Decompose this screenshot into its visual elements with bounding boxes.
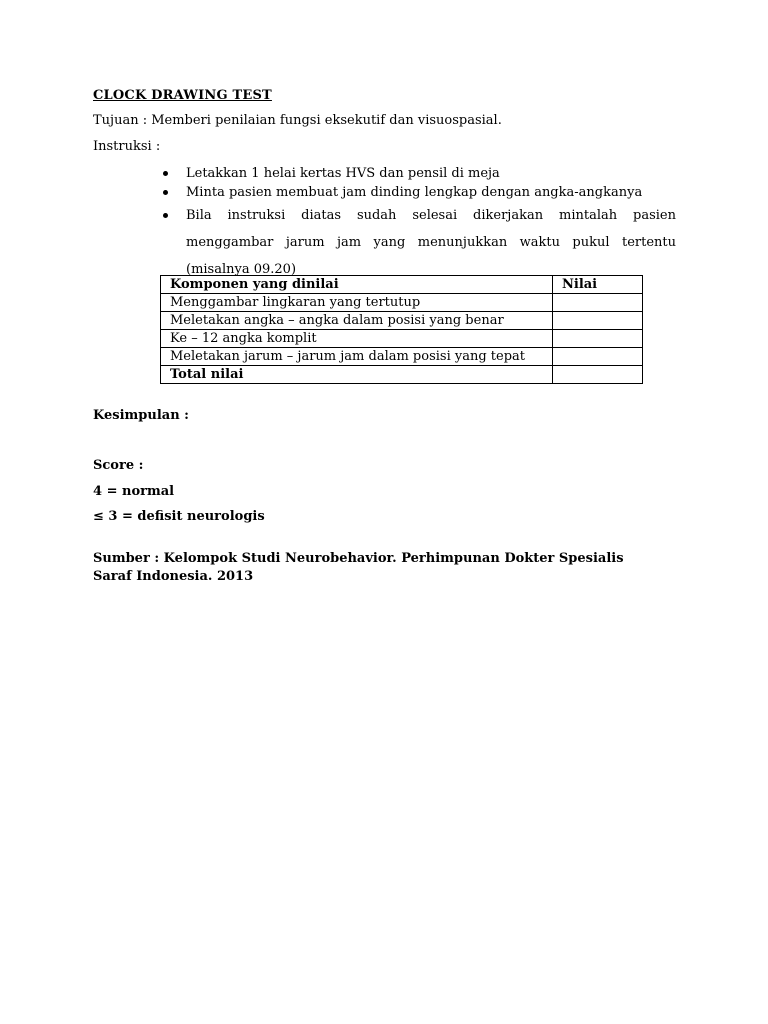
table-cell-komponen: Meletakan jarum – jarum jam dalam posisi yang tepat xyxy=(161,348,553,366)
table-row xyxy=(161,294,643,312)
bullet-icon xyxy=(163,190,168,195)
instruction-text: Minta pasien membuat jam dinding lengkap dengan angka-angkanya xyxy=(186,185,643,200)
instruction-list xyxy=(160,164,676,283)
table-header-komponen: Komponen yang dinilai xyxy=(161,276,553,294)
assessment-table xyxy=(160,275,643,384)
table-header-nilai: Nilai xyxy=(553,276,643,294)
table-row xyxy=(161,312,643,330)
table-cell-nilai[interactable] xyxy=(553,330,643,348)
instruction-item xyxy=(160,164,676,183)
instruction-text: Bila instruksi diatas sudah selesai dikerjakan mintalah pasien menggambar jarum jam yang menunjukkan waktu pukul tertentu (misalnya 09.20) xyxy=(186,208,676,277)
table-row xyxy=(161,348,643,366)
table-cell-nilai[interactable] xyxy=(553,312,643,330)
bullet-icon xyxy=(163,171,168,176)
instruction-item xyxy=(160,183,676,202)
score-normal: 4 = normal xyxy=(93,484,175,499)
purpose-text: Tujuan : Memberi penilaian fungsi eksekutif dan visuospasial. xyxy=(93,113,502,128)
source-citation: Sumber : Kelompok Studi Neurobehavior. Perhimpunan Dokter Spesialis Saraf Indonesia. 2013 xyxy=(93,551,624,584)
table-cell-komponen: Ke – 12 angka komplit xyxy=(161,330,553,348)
table-cell-total-value[interactable] xyxy=(553,366,643,384)
instruction-text: Letakkan 1 helai kertas HVS dan pensil di meja xyxy=(186,166,500,181)
table-cell-komponen: Meletakan angka – angka dalam posisi yang benar xyxy=(161,312,553,330)
document-title: CLOCK DRAWING TEST xyxy=(93,88,272,103)
table-total-row xyxy=(161,366,643,384)
instruction-item xyxy=(160,202,676,283)
table-cell-komponen: Menggambar lingkaran yang tertutup xyxy=(161,294,553,312)
table-cell-total-label: Total nilai xyxy=(161,366,553,384)
instructions-label: Instruksi : xyxy=(93,139,161,154)
table-cell-nilai[interactable] xyxy=(553,294,643,312)
score-label: Score : xyxy=(93,458,144,473)
score-defisit: ≤ 3 = defisit neurologis xyxy=(93,509,265,524)
table-cell-nilai[interactable] xyxy=(553,348,643,366)
table-row xyxy=(161,330,643,348)
table-header-row xyxy=(161,276,643,294)
bullet-icon xyxy=(163,213,168,218)
conclusion-label: Kesimpulan : xyxy=(93,408,189,423)
